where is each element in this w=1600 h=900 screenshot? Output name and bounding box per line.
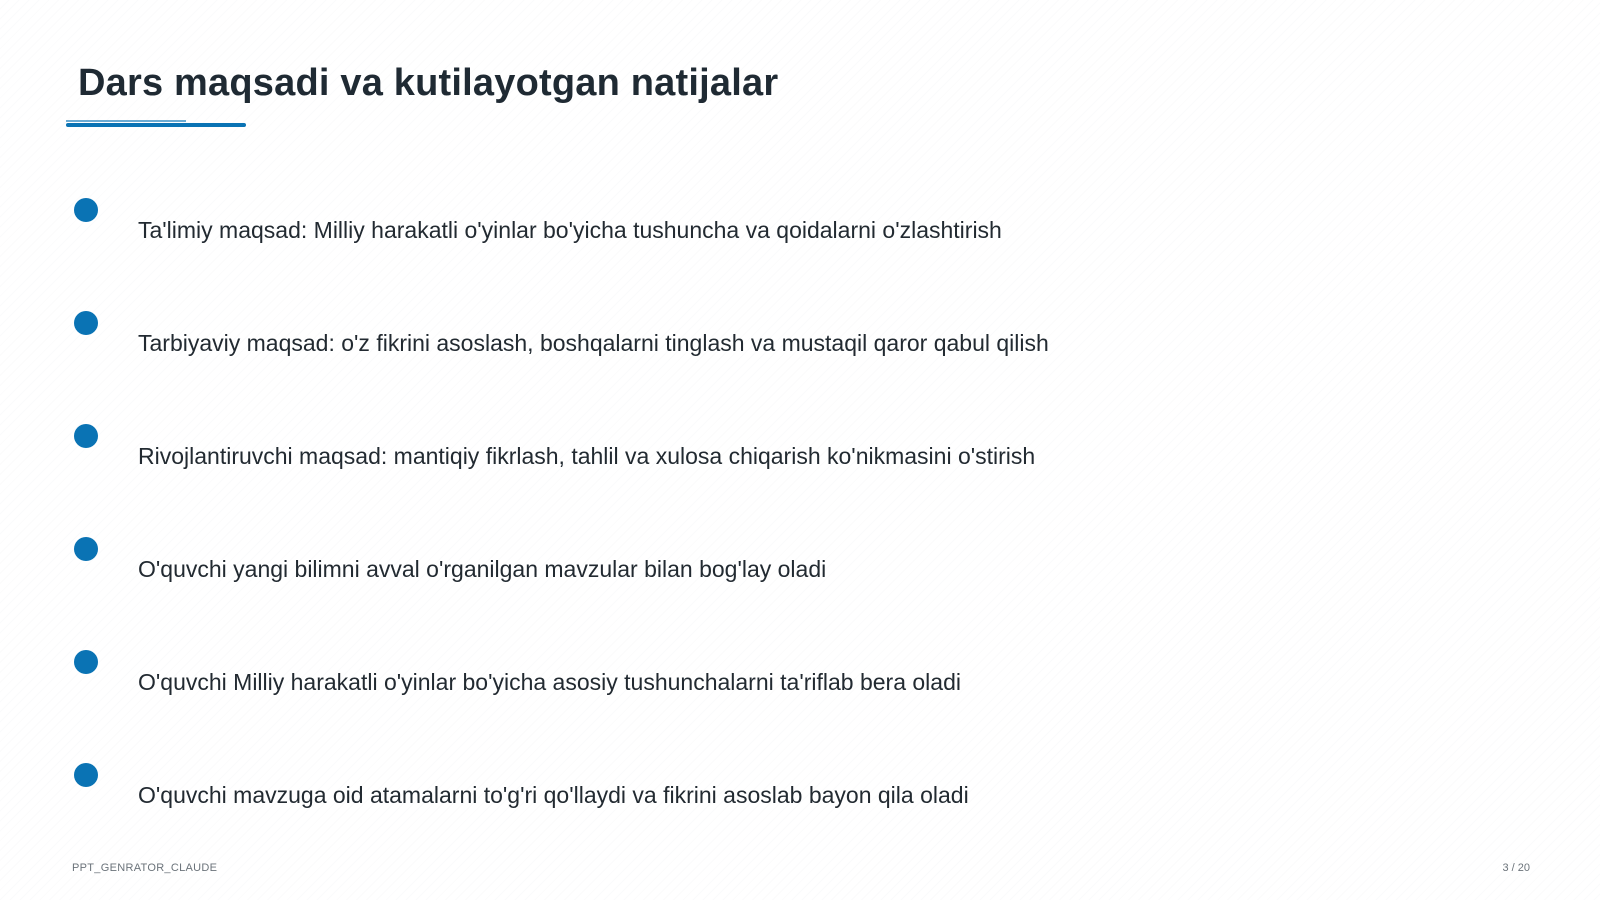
bullet-text: Rivojlantiruvchi maqsad: mantiqiy fikrlash, tahlil va xulosa chiqarish ko'nikmasini o'stirish	[138, 443, 1036, 469]
footer-source: PPT_GENRATOR_CLAUDE	[72, 862, 218, 874]
list-item	[72, 534, 1472, 647]
slide-title: Dars maqsadi va kutilayotgan natijalar	[78, 62, 779, 104]
bullet-dot-icon	[74, 198, 98, 222]
list-item	[72, 421, 1472, 534]
bullet-text: O'quvchi Milliy harakatli o'yinlar bo'yicha asosiy tushunchalarni ta'riflab bera oladi	[138, 669, 961, 695]
page-number: 3 / 20	[1502, 862, 1530, 874]
bullet-text: Tarbiyaviy maqsad: o'z fikrini asoslash, boshqalarni tinglash va mustaqil qaror qabul qilish	[138, 330, 1049, 356]
list-item	[72, 308, 1472, 421]
bullet-dot-icon	[74, 311, 98, 335]
list-item	[72, 195, 1472, 308]
bullet-dot-icon	[74, 763, 98, 787]
bullet-text: O'quvchi mavzuga oid atamalarni to'g'ri qo'llaydi va fikrini asoslab bayon qila oladi	[138, 782, 969, 808]
list-item	[72, 760, 1472, 873]
bullet-dot-icon	[74, 650, 98, 674]
bullet-text: Ta'limiy maqsad: Milliy harakatli o'yinlar bo'yicha tushuncha va qoidalarni o'zlashtirish	[138, 217, 1002, 243]
list-item	[72, 647, 1472, 760]
title-underline	[66, 123, 246, 127]
title-underline-accent	[66, 120, 186, 122]
bullet-list	[72, 195, 1472, 873]
bullet-dot-icon	[74, 424, 98, 448]
bullet-text: O'quvchi yangi bilimni avval o'rganilgan mavzular bilan bog'lay oladi	[138, 556, 827, 582]
bullet-dot-icon	[74, 537, 98, 561]
